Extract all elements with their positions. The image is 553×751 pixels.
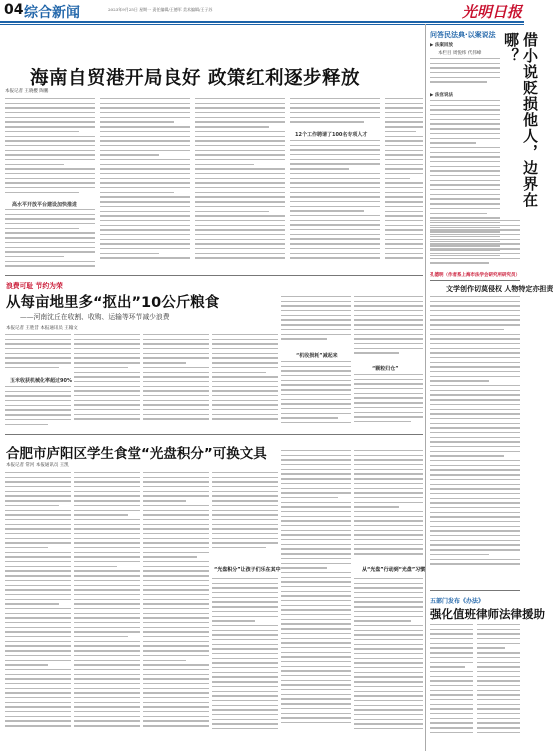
section-title: 综合新闻 (24, 5, 80, 21)
grain-col-2 (74, 334, 140, 430)
sidebar-article-3-col-2 (477, 624, 520, 747)
grain-subhead-2: “机收损耗”减起来 (296, 353, 338, 359)
grain-kicker: 浪费可耻 节约为荣 (6, 282, 63, 290)
school-col-6b (354, 578, 423, 747)
school-byline: 本报记者 常河 本报通讯员 王凯 (6, 463, 69, 468)
lead-col-1b (5, 209, 95, 272)
divider (5, 434, 423, 435)
grain-subhead-1: 玉米收获机械化率超过90% (10, 378, 72, 384)
lead-subhead-2: 12个工作聘请了100名专项人才 (295, 132, 368, 138)
lead-col-2 (100, 98, 190, 272)
grain-col-3 (143, 334, 209, 430)
school-subhead-2: 从“光盘”行动到“光盘”习惯 (362, 567, 426, 573)
grain-col-1 (5, 334, 71, 373)
school-col-4b (212, 578, 278, 747)
school-col-6a (354, 450, 423, 563)
header-rule (0, 21, 524, 23)
case-text-3 (430, 220, 520, 270)
sidebar-headline-3: 强化值班律师法律援助 (430, 607, 545, 621)
judge-label: ▶ 法官说法 (430, 93, 454, 98)
school-col-1 (5, 472, 71, 747)
author-line: 孔德明（作者系上海市法学会研究所研究员） (430, 273, 520, 278)
divider (5, 275, 423, 276)
lead-byline: 本报记者 王晓樱 陶鹏 (5, 89, 49, 94)
sidebar-subtitle: 文学创作切莫侵权 人物特定亦担责 (446, 285, 553, 293)
case-meta: 本栏目 周悦纬 代伟峰 (438, 51, 482, 56)
grain-col-5b (281, 361, 351, 430)
school-col-4a (212, 472, 278, 557)
sidebar-kicker-3: 五部门发布《办法》 (430, 598, 485, 605)
lead-col-4a (290, 98, 380, 128)
lead-col-5 (385, 98, 423, 272)
lead-col-4b (290, 140, 380, 272)
grain-headline: 从每亩地里多“抠出”10公斤粮食 (6, 295, 220, 311)
grain-col-5a (281, 296, 351, 348)
date-line: 2023年9月25日 星期一 责任编辑/王德军 美术编辑/王子苏 (108, 7, 213, 12)
sidebar-section-title: 问答民法典·以案说法 (430, 31, 496, 39)
sidebar-article-3-col-1 (430, 624, 473, 747)
school-col-5 (281, 450, 351, 747)
divider (430, 590, 520, 591)
grain-subtitle: ——河南沈丘在收割、收购、运输等环节减少浪费 (20, 313, 170, 321)
grain-col-6a (354, 296, 423, 362)
vertical-headline: 借小说贬损他人，边界在哪？ (502, 32, 539, 208)
grain-col-1b (5, 386, 71, 430)
column-separator (425, 24, 426, 751)
school-col-2 (74, 472, 140, 747)
school-headline: 合肥市庐阳区学生食堂“光盘积分”可换文具 (6, 446, 267, 462)
grain-col-4 (212, 334, 278, 430)
masthead-logo: 光明日报 (462, 3, 523, 21)
case-label: ▶ 法案回放 (430, 43, 454, 48)
school-col-3 (143, 472, 209, 747)
page-number: 04 (4, 2, 24, 18)
header-rule-thin (0, 24, 524, 25)
grain-col-6b (354, 374, 423, 430)
lead-headline: 海南自贸港开局良好 政策红利逐步释放 (30, 68, 360, 89)
grain-byline: 本报记者 王胜昔 本报通讯员 王翰文 (6, 326, 78, 331)
lead-col-3 (195, 98, 285, 272)
grain-subhead-3: “颗粒归仓” (372, 366, 399, 372)
divider (430, 280, 520, 281)
lead-subhead-1: 高水平开放平台建设加快推进 (12, 202, 78, 208)
lead-col-1 (5, 98, 95, 198)
sidebar-article-text (430, 296, 520, 586)
case-text-1 (430, 58, 500, 88)
school-subhead-1: “光盘积分”让孩子们乐在其中 (214, 567, 281, 573)
